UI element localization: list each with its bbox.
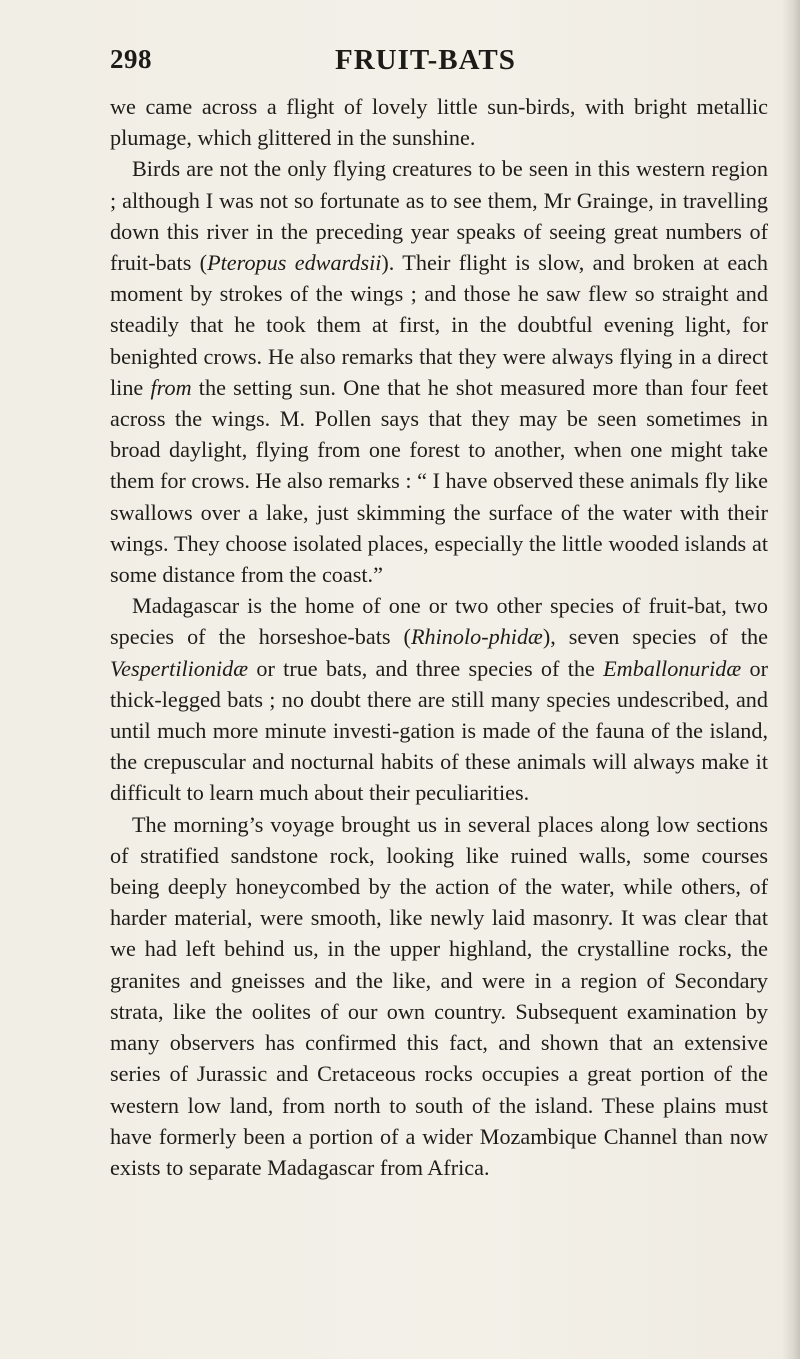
paragraph-2 xyxy=(110,153,768,590)
page-number: 298 xyxy=(110,44,152,74)
body-text xyxy=(110,91,768,1183)
text-segment: the setting sun. One that he shot measured more than four feet across the wings. M. Pollen says that they may be seen sometimes in broad daylight, flying from one forest to another, when one might take them for crows. He also remarks : “ I have observed these animals fly like swallows over a lake, just skimming the surface of the water with their wings. They choose isolated places, especially the little wooded islands at some distance from the coast.” xyxy=(110,374,768,588)
paragraph-4 xyxy=(110,809,768,1183)
species-name-italic: Pteropus edwardsii xyxy=(207,250,382,276)
running-title: FRUIT-BATS xyxy=(335,44,516,76)
page-edge-shadow xyxy=(782,0,800,1359)
text-segment: The morning’s voyage brought us in several places along low sections of stratified sandstone rock, looking like ruined walls, some courses being deeply honeycombed by the action of the water, while others, of harder material, were smooth, like newly laid masonry. It was clear that we had left behind us, in the upper highland, the crystalline rocks, the granites and gneisses and the like, and were in a region of Secondary strata, like the oolites of our own country. Subsequent examination by many observers has confirmed this fact, and shown that an extensive series of Jurassic and Cretaceous rocks occupies a great portion of the western low land, from north to south of the island. These plains must have formerly been a portion of a wider Mozambique Channel than now exists to separate Madagascar from Africa. xyxy=(110,811,768,1180)
text-segment: Madagascar is the home of one or two other species of fruit-bat, two species of the horseshoe-bats ( xyxy=(110,593,768,650)
text-segment: we came across a flight of lovely little sun-birds, with bright metallic plumage, which glittered in the sunshine. xyxy=(110,94,768,151)
family-name-italic: Vespertilionidæ xyxy=(110,655,249,681)
text-segment: Birds are not the only flying creatures to be seen in this western region ; although I was not so fortunate as to see them, Mr Grainge, in travelling down this river in the preceding year speaks of seeing great numbers of fruit-bats ( xyxy=(110,156,768,276)
page-header xyxy=(110,44,770,84)
text-segment: or true bats, and three species of the xyxy=(248,655,604,681)
paragraph-3 xyxy=(110,590,768,808)
text-segment: ). Their flight is slow, and broken at each moment by strokes of the wings ; and those he saw flew so straight and steadily that he took them at first, in the doubtful evening light, for benighted crows. He also remarks that they were always flying in a direct line xyxy=(110,250,768,400)
family-name-italic: Rhinolo-phidæ xyxy=(410,624,543,650)
text-segment: or thick-legged bats ; no doubt there are still many species undescribed, and until much more minute investi-gation is made of the fauna of the island, the crepuscular and nocturnal habits of these animals will always make it difficult to learn much about their peculiarities. xyxy=(110,655,768,806)
emphasis-italic: from xyxy=(150,374,192,400)
family-name-italic: Emballonuridæ xyxy=(603,655,742,681)
paragraph-1 xyxy=(110,91,768,153)
text-segment: ), seven species of the xyxy=(542,624,768,650)
